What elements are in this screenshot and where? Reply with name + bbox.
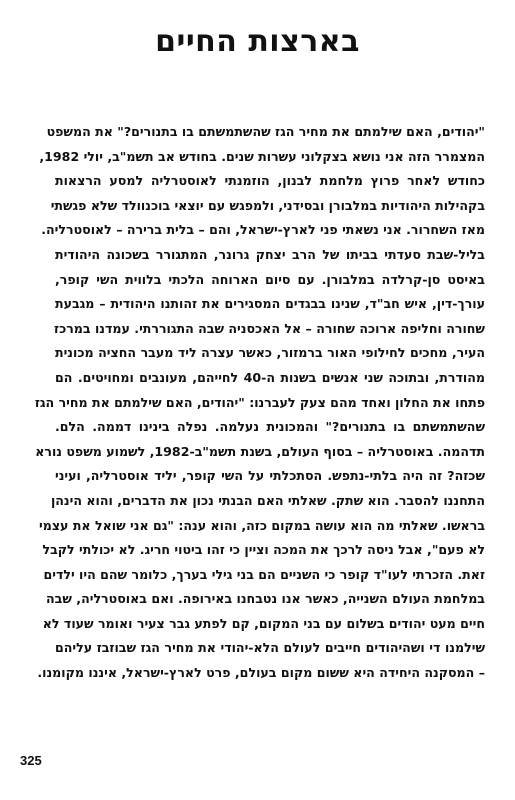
- text-line: עורך-דין, איש חב"ד, שנינו בבגדים המסגירים את זהותנו היהודית – מגבעת: [55, 296, 485, 312]
- text-line: שחורה וחליפה ארוכה שחורה – אל האכסניה שבה התגוררתי. עמדנו במרכז: [54, 320, 485, 336]
- chapter-title: בארצות החיים: [155, 24, 360, 59]
- text-line: במלחמת העולם השנייה, כאשר אנו נטבחנו באירופה. ואם באוסטרליה, שבה: [46, 591, 485, 607]
- page-number: 325: [20, 753, 42, 768]
- text-line: שכזה? זה היה בלתי-נתפש. הסתכלתי על השי קופר, יליד אוסטרליה, ועיני: [55, 468, 485, 484]
- text-line: זאת. הזכרתי לעו"ד קופר כי השניים הם בני גילי בערך, כלומר שהם היו ילדים: [43, 566, 485, 582]
- text-line: כחודש לאחר פרוץ מלחמת לבנון, הוזמנתי לאוסטרליה למסע הרצאות: [55, 173, 485, 189]
- text-line: העיר, מחכים לחילופי האור ברמזור, כאשר עצרה ליד מעבר החציה מכונית: [55, 345, 485, 361]
- body-text: [34, 120, 485, 686]
- text-line: שהשתמשתם בו בתנורים?" והמכונית נעלמה. נפלה בינינו דממה. הלם.: [55, 419, 485, 435]
- text-line: פתחו את החלון ואחד מהם צעק לעברנו: "יהודים, האם שילמתם את מחיר הגז: [34, 394, 485, 410]
- text-line: תדהמה. באוסטרליה – בסוף העולם, בשנת תשמ"ב-1982, לשמוע משפט נורא: [35, 443, 485, 459]
- text-line: התחננו להסבר. הוא שתק. שאלתי האם הבנתי נכון את הדברים, והוא הינהן: [50, 492, 485, 508]
- text-line: לא פעם", אבל ניסה לרכך את המכה וציין כי זהו ביטוי חריג. לא יכולתי לקבל: [42, 542, 485, 558]
- text-line: שילמנו די ושהיהודים חייבים לעולם הלא-יהודי את מחיר הגז שבוזבז עליהם: [55, 640, 485, 656]
- text-line: מאז השחרור. אני נשאתי פני לארץ-ישראל, והם – בלית ברירה – לאוסטרליה.: [41, 222, 485, 238]
- text-line: חיים מעט יהודים בשלום עם בני המקום, קם לפתע גבר צעיר ואומר שעוד לא: [42, 615, 485, 631]
- text-line: המצמרר הזה אני נושא בצקלוני עשרות שנים. בחודש אב תשמ"ב, יולי 1982,: [39, 148, 485, 164]
- text-line: בקהילות היהודיות במלבורן ובסידני, ולמפגש עם יוצאי בוכנוולד שלא פגשתי: [50, 197, 485, 213]
- text-line: באיסט סן-קרלדה במלבורן. עם סיום הארוחה הלכתי בלווית השי קופר,: [55, 271, 485, 287]
- text-line: "יהודים, האם שילמתם את מחיר הגז שהשתמשתם בו בתנורים?" את המשפט: [46, 124, 485, 139]
- text-line: – המסקנה היחידה היא ששום מקום בעולם, פרט לארץ-ישראל, איננו מקומנו.: [37, 665, 485, 681]
- text-line: בליל-שבת סעדתי בביתו של הרב יצחק גרונר, המתגורר בשכונה היהודית: [55, 246, 485, 262]
- text-line: מהודרת, ובתוכה שני אנשים בשנות ה-40 לחייהם, מעונבים ומחויטים. הם: [55, 369, 485, 385]
- text-line: בראשו. שאלתי מה הוא עושה במקום כזה, והוא ענה: "גם אני שואל את עצמי: [39, 517, 485, 533]
